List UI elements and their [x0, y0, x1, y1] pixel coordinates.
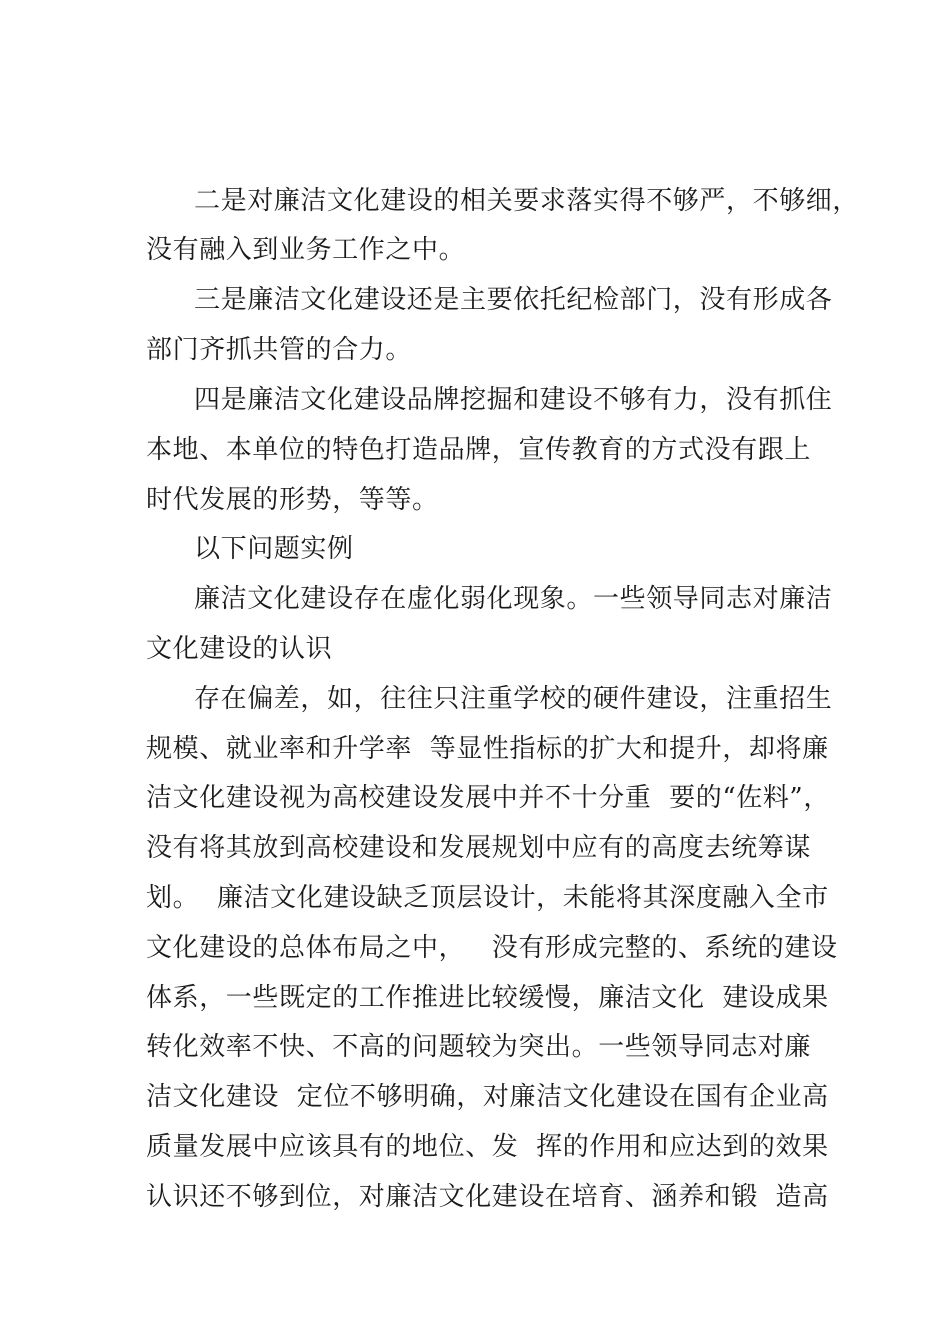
paragraph-3-line-1: 四是廉洁文化建设品牌挖掘和建设不够有力，没有抓住 — [194, 385, 833, 415]
paragraph-2-line-1: 三是廉洁文化建设还是主要依托纪检部门，没有形成各 — [194, 285, 833, 315]
paragraph-4-line-1: 廉洁文化建设存在虚化弱化现象。一些领导同志对廉洁 — [194, 584, 833, 614]
paragraph-5-line-8: 转化效率不快、不高的问题较为突出。一些领导同志对廉 — [146, 1032, 812, 1062]
paragraph-2-line-2: 部门齐抓共管的合力。 — [146, 335, 413, 365]
paragraph-5-line-5: 划。 廉洁文化建设缺乏顶层设计，未能将其深度融入全市 — [146, 883, 829, 913]
paragraph-5-line-11: 认识还不够到位，对廉洁文化建设在培育、涵养和锻 造高 — [146, 1182, 829, 1212]
paragraph-5-line-4: 没有将其放到高校建设和发展规划中应有的高度去统筹谋 — [146, 833, 812, 863]
section-heading: 以下问题实例 — [194, 534, 354, 564]
paragraph-5-line-7: 体系，一些既定的工作推进比较缓慢，廉洁文化 建设成果 — [146, 983, 829, 1013]
paragraph-5-line-10: 质量发展中应该具有的地位、发 挥的作用和应达到的效果 — [146, 1132, 829, 1162]
paragraph-5-line-9: 洁文化建设 定位不够明确，对廉洁文化建设在国有企业高 — [146, 1082, 829, 1112]
paragraph-5-line-3: 洁文化建设视为高校建设发展中并不十分重 要的“佐料”， — [146, 783, 830, 813]
paragraph-1-line-2: 没有融入到业务工作之中。 — [146, 235, 466, 265]
paragraph-5-line-2: 规模、就业率和升学率 等显性指标的扩大和提升，却将廉 — [146, 734, 829, 764]
paragraph-3-line-2: 本地、本单位的特色打造品牌，宣传教育的方式没有跟上 — [146, 435, 812, 465]
paragraph-3-line-3: 时代发展的形势，等等。 — [146, 485, 439, 515]
paragraph-5-line-6: 文化建设的总体布局之中， 没有形成完整的、系统的建设 — [146, 933, 838, 963]
paragraph-1-line-1: 二是对廉洁文化建设的相关要求落实得不够严，不够细， — [194, 186, 860, 216]
paragraph-4-line-2: 文化建设的认识 — [146, 634, 333, 664]
paragraph-5-line-1: 存在偏差，如，往往只注重学校的硬件建设，注重招生 — [194, 684, 833, 714]
